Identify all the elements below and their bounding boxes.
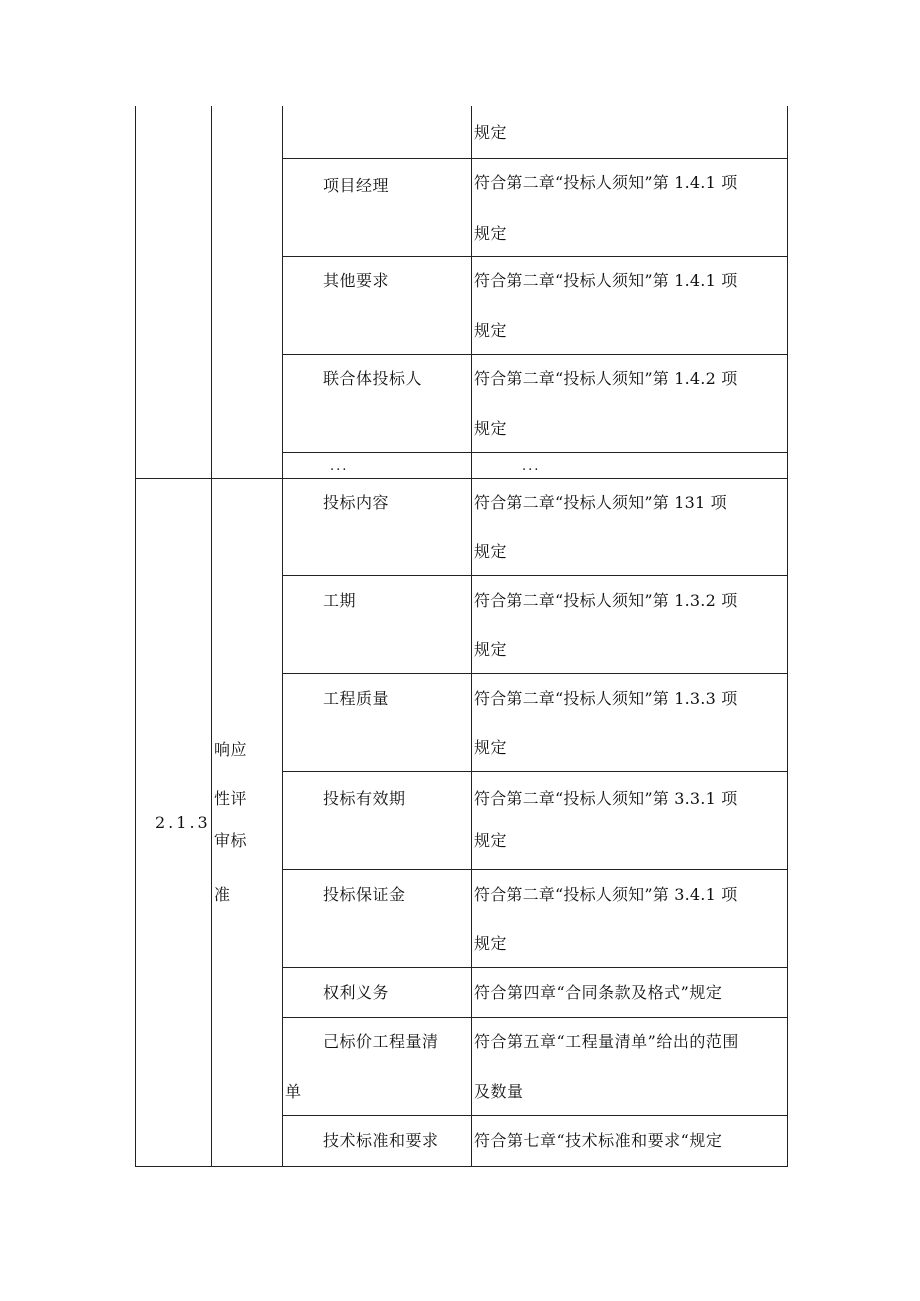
row-divider — [282, 256, 788, 257]
item-name: 其他要求 — [323, 271, 390, 290]
item-name: 己标价工程量清 — [323, 1032, 439, 1051]
table-column-divider — [471, 106, 472, 1167]
category-label-line: 响应 — [214, 740, 248, 759]
rule-text: 规定 — [474, 640, 508, 659]
section-number: 2.1.3 — [155, 813, 211, 832]
rule-text: 符合第四章“合同条款及格式”规定 — [474, 983, 723, 1002]
row-divider — [282, 869, 788, 870]
row-divider — [282, 354, 788, 355]
row-divider — [282, 967, 788, 968]
rule-text: 符合第二章“投标人须知”第 131 项 — [474, 493, 727, 512]
rule-text: 符合第二章“投标人须知”第 1.4.2 项 — [474, 369, 738, 388]
table-column-divider — [211, 106, 212, 1167]
rule-text: 符合第二章“投标人须知”第 1.3.2 项 — [474, 591, 738, 610]
section-divider — [135, 478, 788, 479]
ellipsis: ... — [330, 459, 349, 474]
table-border-bottom — [135, 1166, 788, 1167]
row-divider — [282, 575, 788, 576]
item-name: 工程质量 — [323, 689, 390, 708]
row-divider — [282, 452, 788, 453]
item-name: 项目经理 — [323, 176, 390, 195]
table-border-right — [787, 106, 788, 1167]
item-name: 投标有效期 — [323, 789, 406, 808]
item-name: 联合体投标人 — [323, 369, 423, 388]
category-label-line: 审标 — [214, 831, 248, 850]
table-column-divider — [282, 106, 283, 1167]
rule-text: 符合第二章“投标人须知”第 1.4.1 项 — [474, 173, 738, 192]
row-divider — [282, 771, 788, 772]
rule-text: 规定 — [474, 419, 508, 438]
item-name: 单 — [285, 1082, 302, 1101]
item-name: 投标保证金 — [323, 885, 406, 904]
category-label-line: 性评 — [214, 789, 248, 808]
rule-text: 符合第二章“投标人须知”第 1.3.3 项 — [474, 689, 738, 708]
ellipsis: ... — [522, 459, 541, 474]
rule-text: 符合第二章“投标人须知”第 3.4.1 项 — [474, 885, 738, 904]
rule-text: 符合第二章“投标人须知”第 3.3.1 项 — [474, 789, 738, 808]
item-name: 投标内容 — [323, 493, 390, 512]
rule-text: 符合第五章“工程量清单”给出的范围 — [474, 1032, 739, 1051]
rule-text: 规定 — [474, 738, 508, 757]
rule-text: 符合第七章“技术标准和要求“规定 — [474, 1131, 723, 1150]
rule-text: 规定 — [474, 321, 508, 340]
rule-text: 规定 — [474, 934, 508, 953]
category-label-line: 准 — [214, 885, 231, 904]
item-name: 工期 — [323, 591, 357, 610]
row-divider — [282, 1115, 788, 1116]
row-divider — [282, 673, 788, 674]
item-name: 技术标准和要求 — [323, 1131, 439, 1150]
row-divider — [282, 1017, 788, 1018]
row-divider — [282, 158, 788, 159]
rule-text: 规定 — [474, 224, 508, 243]
rule-continuation: 规定 — [474, 123, 508, 142]
rule-text: 及数量 — [474, 1082, 524, 1101]
rule-text: 规定 — [474, 831, 508, 850]
item-name: 权利义务 — [323, 983, 390, 1002]
rule-text: 符合第二章“投标人须知”第 1.4.1 项 — [474, 271, 738, 290]
table-border-left — [135, 106, 136, 1167]
rule-text: 规定 — [474, 542, 508, 561]
